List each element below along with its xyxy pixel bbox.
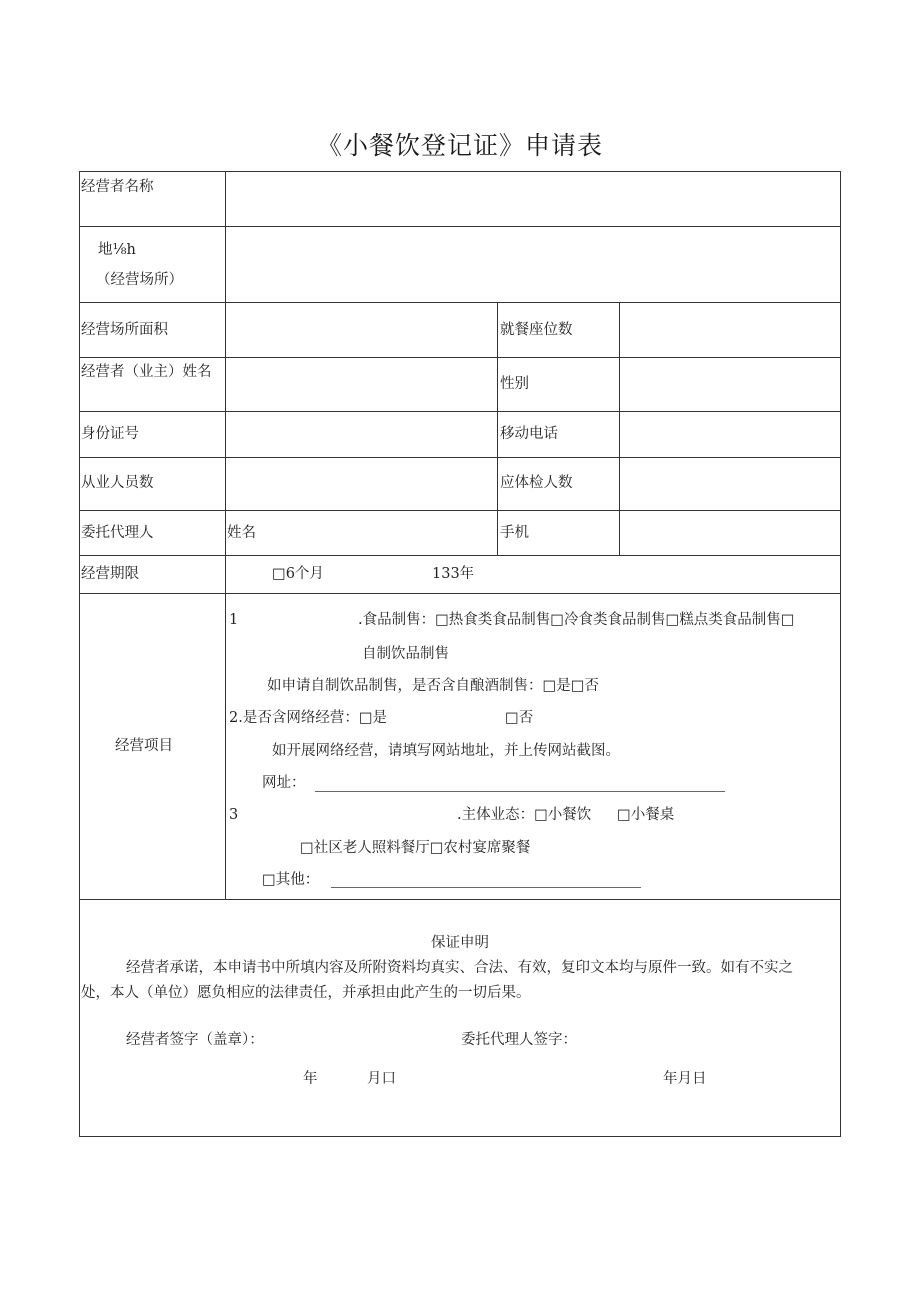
- staff-count-field[interactable]: [232, 464, 490, 504]
- row-divider: [79, 302, 841, 303]
- staff-count-label: 从业人员数: [81, 475, 154, 491]
- row-divider: [79, 593, 841, 594]
- other-input-line[interactable]: [331, 887, 641, 888]
- column-divider: [619, 302, 620, 555]
- agent-phone-label: 手机: [500, 525, 529, 541]
- seats-label: 就餐座位数: [500, 322, 573, 338]
- row-divider: [79, 411, 841, 412]
- gender-field[interactable]: [626, 365, 834, 405]
- id-number-field[interactable]: [232, 417, 490, 451]
- row-divider: [79, 226, 841, 227]
- row-divider: [79, 899, 841, 900]
- area-label: 经营场所面积: [81, 322, 168, 338]
- id-number-label: 身份证号: [81, 426, 139, 442]
- row-divider: [79, 357, 841, 358]
- operator-name-label: 经营者名称: [81, 179, 154, 195]
- period-label: 经营期限: [81, 566, 139, 582]
- column-divider: [225, 171, 226, 899]
- mobile-label: 移动电话: [500, 426, 558, 442]
- food-preparation-options[interactable]: .食品制售：□热食类食品制售□冷食类食品制售□糕点类食品制售□: [358, 612, 795, 628]
- operator-signature-label: 经营者签字（盖章）：: [126, 1032, 264, 1048]
- period-6-months-option[interactable]: □6个月: [272, 566, 324, 582]
- agent-signature-label: 委托代理人签字：: [461, 1032, 577, 1048]
- row-divider: [79, 457, 841, 458]
- agent-phone-field[interactable]: [626, 516, 834, 550]
- scope-item1-number: 1: [229, 612, 239, 628]
- declaration-line2: 处，本人（单位）愿负相应的法律责任，并承担由此产生的一切后果。: [81, 985, 531, 1001]
- agent-date: 年月日: [663, 1071, 707, 1087]
- business-format-options[interactable]: .主体业态：□小餐饮: [457, 807, 592, 823]
- row-divider: [79, 510, 841, 511]
- column-divider: [497, 302, 498, 555]
- declaration-line1: 经营者承诺，本申请书中所填内容及所附资料均真实、合法、有效，复印文本均与原件一致。如有不实之: [126, 960, 793, 976]
- online-business-no-option[interactable]: □否: [505, 710, 534, 726]
- address-label: 地⅛h: [98, 242, 136, 258]
- declaration-title: 保证申明: [431, 935, 489, 951]
- address-field[interactable]: [232, 234, 832, 294]
- row-divider: [79, 555, 841, 556]
- operator-date-year: 年: [303, 1071, 318, 1087]
- business-scope-label: 经营项目: [115, 738, 173, 754]
- owner-name-label: 经营者（业主）姓名: [81, 364, 212, 380]
- agent-name-label: 姓名: [227, 525, 256, 541]
- area-field[interactable]: [232, 310, 490, 350]
- other-option-label[interactable]: □其他：: [262, 872, 320, 888]
- mobile-field[interactable]: [626, 417, 834, 451]
- health-check-label: 应体检人数: [500, 475, 573, 491]
- gender-label: 性别: [500, 376, 529, 392]
- period-3-years-option[interactable]: 133年: [432, 566, 475, 582]
- page-title: 《小餐饮登记证》申请表: [316, 131, 603, 160]
- online-business-note: 如开展网络经营，请填写网站地址，并上传网站截图。: [272, 743, 620, 759]
- website-input-line[interactable]: [315, 791, 725, 792]
- scope-item3-number: 3: [229, 807, 239, 823]
- homemade-drinks-option[interactable]: 自制饮品制售: [362, 646, 449, 662]
- seats-field[interactable]: [626, 310, 834, 350]
- community-rural-options[interactable]: □社区老人照料餐厅□农村宴席聚餐: [300, 840, 531, 856]
- address-sublabel: （经营场所）: [96, 272, 183, 288]
- operator-name-field[interactable]: [232, 179, 832, 219]
- agent-label: 委托代理人: [81, 525, 154, 541]
- owner-name-field[interactable]: [232, 365, 490, 405]
- online-business-question[interactable]: 2.是否含网络经营：□是: [229, 710, 388, 726]
- health-check-field[interactable]: [626, 464, 834, 504]
- small-table-option[interactable]: □小餐桌: [617, 807, 675, 823]
- homemade-wine-question[interactable]: 如申请自制饮品制售，是否含自酿酒制售：□是□否: [267, 678, 599, 694]
- operator-date-month-day: 月口: [367, 1071, 396, 1087]
- website-label: 网址：: [262, 775, 306, 791]
